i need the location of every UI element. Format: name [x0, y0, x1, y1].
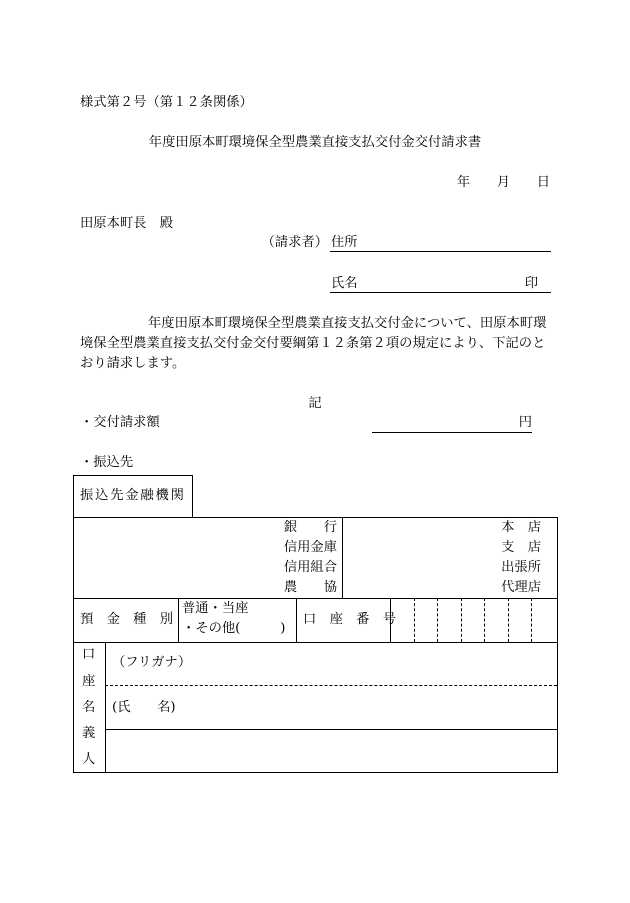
account-digit-divider — [484, 598, 485, 642]
transfer-label: ・振込先 — [80, 455, 134, 470]
ki-heading: 記 — [308, 396, 322, 411]
table-divider — [105, 642, 106, 772]
address-underline — [330, 251, 551, 252]
holder-label-char: 人 — [82, 752, 96, 767]
claimant-label: （請求者） — [261, 235, 328, 250]
amount-underline — [372, 432, 532, 433]
institution-type: 農 協 — [283, 580, 337, 595]
address-label: 住所 — [331, 235, 358, 250]
branch-type: 代理店 — [501, 580, 541, 595]
name-underline — [330, 292, 551, 293]
account-digit-divider — [508, 598, 509, 642]
institution-type: 信用組合 — [283, 560, 337, 575]
table-divider — [178, 598, 179, 642]
addressee: 田原本町長 殿 — [80, 216, 174, 231]
branch-type: 本 店 — [501, 520, 541, 535]
form-title: 年度田原本町環境保全型農業直接支払交付金交付請求書 — [148, 135, 482, 150]
amount-unit: 円 — [518, 415, 532, 430]
request-text-line: 年度田原本町環境保全型農業直接支払交付金について、田原本町環 — [148, 316, 547, 331]
account-digit-divider — [531, 598, 532, 642]
holder-label-char: 名 — [82, 700, 96, 715]
account-number-label: 口 座 番 号 — [303, 612, 397, 627]
name-label: 氏名 — [331, 276, 358, 291]
furigana-divider — [105, 685, 557, 686]
table-divider — [105, 729, 557, 730]
amount-label: ・交付請求額 — [80, 415, 160, 430]
table-divider — [73, 642, 557, 643]
request-text-line: 境保全型農業直接支払交付金交付要綱第１２条第２項の規定により、下記のと — [80, 336, 546, 351]
holder-label-char: 義 — [82, 726, 96, 741]
branch-type: 支 店 — [501, 540, 541, 555]
seal-mark: 印 — [524, 276, 538, 291]
holder-label-char: 口 — [82, 647, 96, 662]
institution-type: 信用金庫 — [283, 540, 337, 555]
date-line: 年 月 日 — [456, 175, 550, 190]
institution-type: 銀 行 — [283, 520, 337, 535]
furigana-label: （フリガナ） — [112, 655, 192, 670]
form-number: 様式第２号（第１２条関係） — [80, 95, 253, 110]
table-divider — [296, 598, 297, 642]
request-text-line: おり請求します。 — [80, 356, 186, 371]
branch-type: 出張所 — [501, 560, 541, 575]
holder-name-label: (氏 名) — [112, 700, 176, 715]
holder-label-char: 座 — [82, 674, 96, 689]
deposit-type-option: ・その他( ) — [182, 621, 286, 636]
institution-header: 振込先金融機関 — [80, 488, 186, 503]
table-divider — [342, 517, 343, 598]
account-digit-divider — [461, 598, 462, 642]
account-digit-divider — [437, 598, 438, 642]
deposit-type-label: 預 金 種 別 — [80, 612, 174, 627]
account-digit-divider — [414, 598, 415, 642]
deposit-type-option: 普通・当座 — [182, 601, 249, 616]
